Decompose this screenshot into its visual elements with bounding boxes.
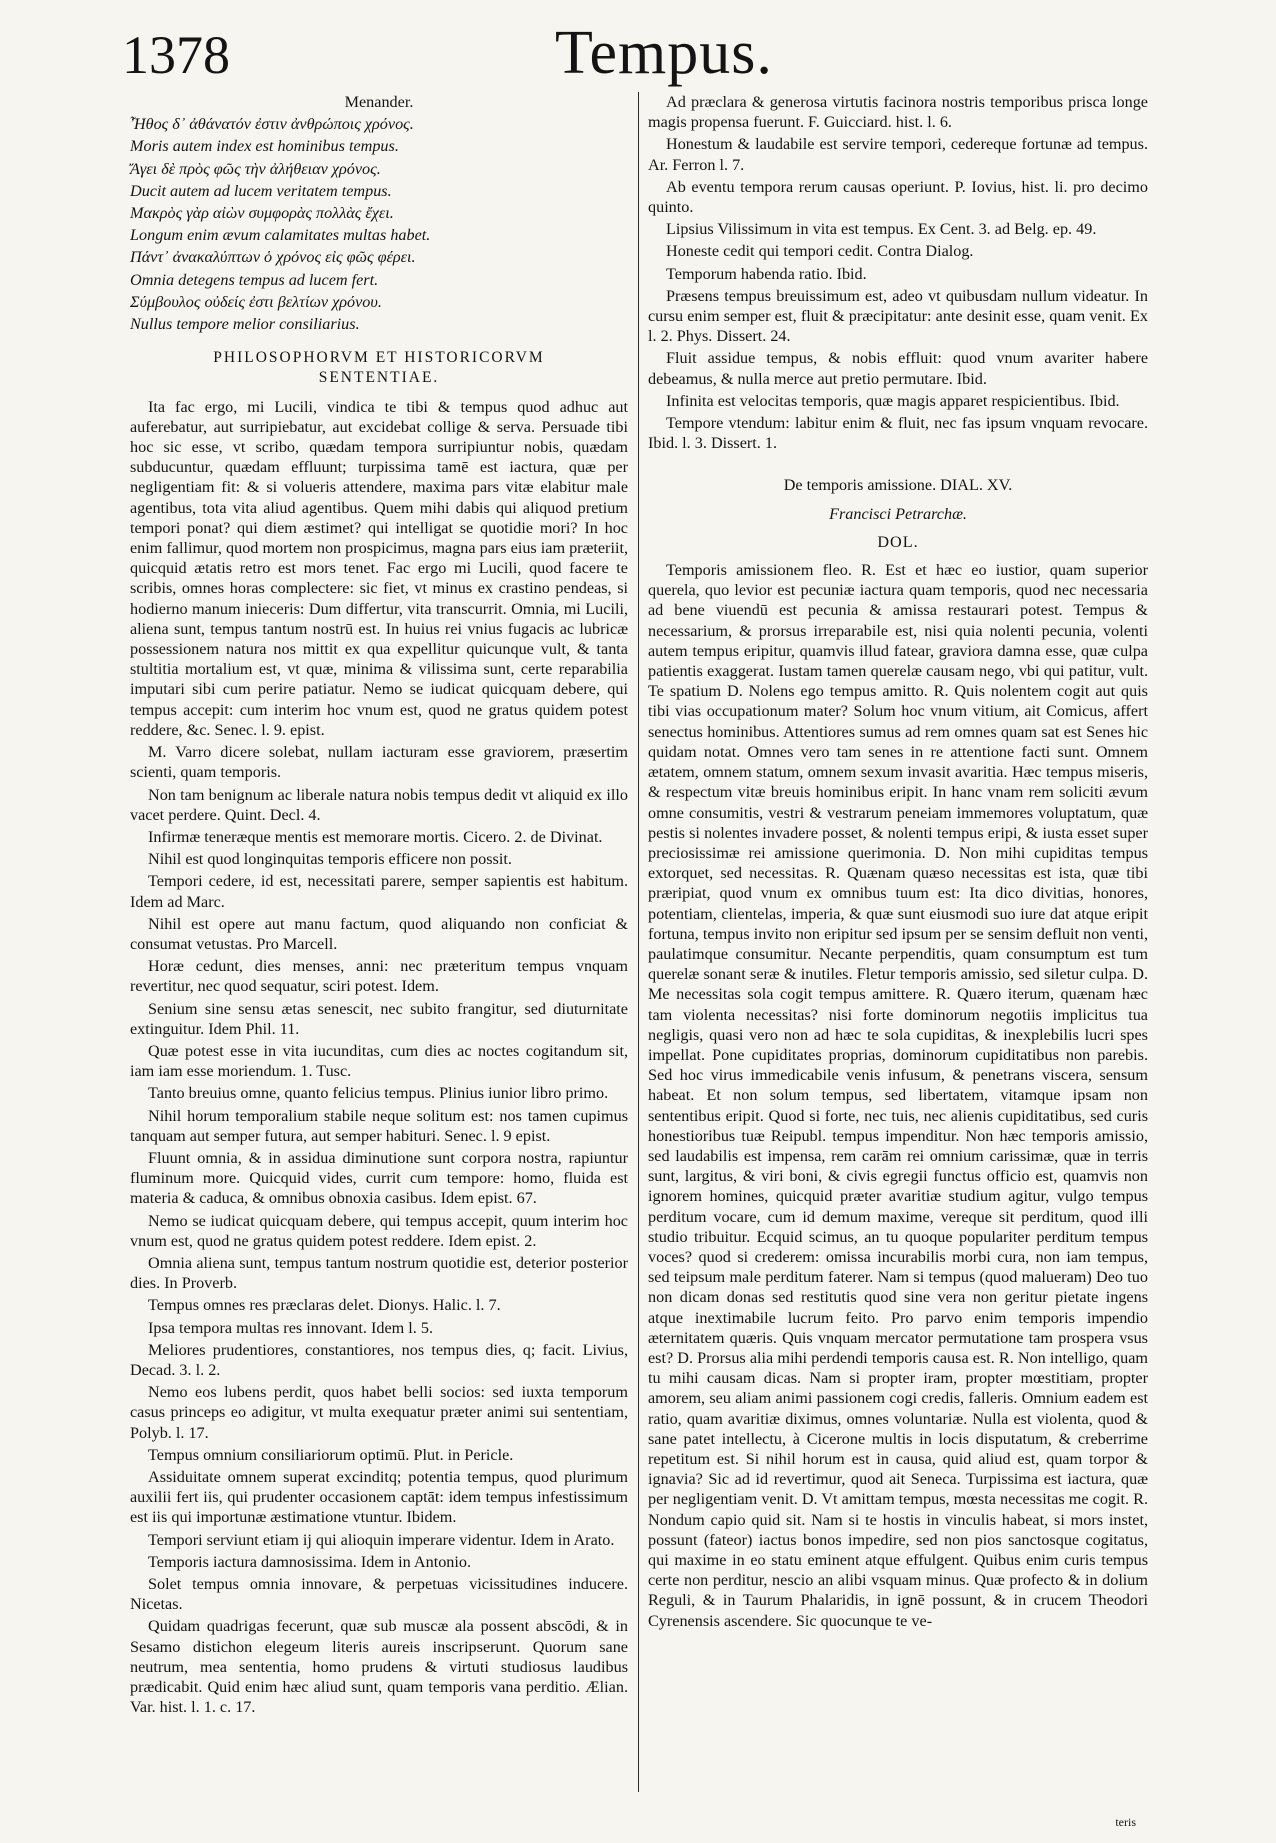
verse-line: Ἄγει δὲ πρὸς φῶς τὴν ἀλήθειαν χρόνος. — [130, 159, 381, 178]
menander-heading: Menander. — [344, 93, 414, 111]
sentence-paragraph: Nihil horum temporalium stabile neque solitum est: nos tamen cupimus tanquam aut semper futura, aut semper habituri. Senec. l. 9 epist. — [130, 1106, 628, 1145]
sentence-paragraph: Tanto breuius omne, quanto felicius tempus. Plinius iunior libro primo. — [148, 1084, 609, 1103]
menander-verses — [130, 114, 628, 334]
sentence-paragraph: Infinita est velocitas temporis, quæ magis apparet respicientibus. Ibid. — [666, 391, 1120, 410]
sentence-paragraph: Non tam benignum ac liberale natura nobis tempus dedit vt aliquid ex illo vacet perdere. Quint. Decl. 4. — [130, 785, 628, 824]
sentence-paragraph: Honeste cedit qui tempori cedit. Contra Dialog. — [666, 242, 974, 261]
section-title-line-2: SENTENTIAE. — [318, 369, 440, 387]
sentence-paragraph: Nemo se iudicat quicquam debere, qui tempus accepit, quum interim hoc vnum est, quod ne gratus quidem potest reddere. Idem epist. 2. — [130, 1211, 628, 1250]
sentence-paragraph: Nihil est opere aut manu factum, quod aliquando non conficiat & consumat vetustas. Pro Marcell. — [130, 914, 628, 953]
verse-line: Moris autem index est hominibus tempus. — [130, 137, 399, 156]
sentence-paragraph: Nihil est quod longinquitas temporis efficere non possit. — [148, 850, 512, 869]
sentence-paragraph: Omnia aliena sunt, tempus tantum nostrum quotidie est, deterior posterior dies. In Proverb. — [130, 1253, 628, 1293]
section-title-line-1: PHILOSOPHORVM ET HISTORICORVM — [213, 349, 545, 367]
catchword: teris — [1115, 1815, 1136, 1829]
sentence-paragraph: M. Varro dicere solebat, nullam iacturam esse graviorem, præsertim scienti, quam temporis. — [130, 743, 628, 782]
dialog-paragraph: Temporis amissionem fleo. R. Est et hæc eo iustior, quam superior querela, quo levior est pecuniæ iactura quam temporis, quod nec necessaria ad bene viuendū est pecunia & amissa restaurari potest. Tempus & necessarium, & prorsus irreparabile est, nisi quia nolenti pecunia, volenti autem tempus eripitur, quamvis illud fatear, graviora damna esse, quæ culpa patientis exaggerat. Iustam tamen querelæ causam nego, vbi qui patitur, vult. Te spatium D. Nolens ego tempus amitto. R. Quis nolentem cogit aut quis tibi vias occupationum mater? Solum hoc vnum vitium, ait Comicus, affert senectus hominibus. Attentiores sumus ad rem omnes quam sat est Senes hic quidam notat. Omnes vero tam senes in re attentione facti sunt. Omnem ætatem, omnem statum, omnem sexum invasit avaritia. Hæc tempus miseris, & respectum vitæ breuis hominibus eripit. In hanc vnam rem soliciti ævum omne consumitis, vestri & vestrarum peneiam immemores voluptatum, quæ pestis si nolentes invadere posset, & nolenti tempus eripi, & iusta esset super preciosissimæ rei amissione querimonia. D. Non mihi cupiditas tempus extorquet, sed necessitas. R. Quænam quæso necessitas est ista, quæ tibi præripiat, quod vnum ex omnibus tuum est: Ita dico divitias, honores, potentiam, clientelas, imperia, & quæ sunt eiusmodi suo iure dat atque eripit fortuna, tempus invito non eripitur sed ipsum per se sensim defluit non venti, paulatimque consumitur. Necante perpenditis, quam consumptum est tum querelæ sonant seræ & inutiles. Fletur temporis amissio, sed siletur culpa. D. Me necessitas sola cogit tempus amittere. R. Quæro iterum, quænam hæc tam violenta necessitas? nisi forte dominorum negotiis implicitus tua negligis, quasi vero non ad hæc te sola cupiditas, & inexplebilis lucri spes impellat. Pone cupiditates proprias, dominorum cupiditatibus non parebis. Sed hoc virus immedicabile venis infusum, & penetrans viscera, sensum habeat. Et non solum tempus, sed libertatem, vitamque ipsam non sententibus eripit. Quod si forte, nec tuis, nec alienis cupiditatibus, sed curis honestioribus tuæ Reipubl. tempus impenditur. Non hæc temporis amissio, sed laudabilis est impensa, rem carām rei omnium carissimæ, quæ in terris sunt, largitus, & viri boni, & civis egregii functus officio est, quamvis non ignorem homines, quicquid præter avaritiæ studium agitur, vulgo tempus perditum vocare, cum id demum maxime, vereque sit perditum, quod illi studio tribuitur. Ecquid scimus, an tu quoque populariter perditum tempus voces? quod si crederem: omissa incurabilis morbi cura, non iam tempus, sed teipsum male perditum faterer. Nam si tempus (quod malueram) Deo tuo non dicam donas sed restitutis quod sine vera non geritur pietate ingens atque inextimabile lucrum feito. Pro parvo enim temporis impendio æternitatem quæris. Quis vnquam mercator permutatione tam prospera vsus est? D. Prorsus alia mihi perdendi temporis causa est. R. Non intelligo, quam tu mihi causam dicas. Nam si propter iram, propter mœstitiam, propter amorem, seu aliam animi passionem cogi credis, falleris. Omnium eadem est ratio, quam avaritiæ diximus, omnes voluntariæ. Nulla est violenta, quod & sane patet intellectu, à Cicerone multis in locis disputatum, & creberrime repetitum est. Si nihil horum est in causa, quid aliud est, quam torpor & ignavia? Sic ad id revertimur, quod ait Seneca. Turpissima est iactura, quæ per negligentiam venit. D. Vt amittam tempus, mœsta necessitas me cogit. R. Nondum capio quid sit. Nam si te hostis in vinculis habeat, si mors instet, possunt (fateor) iactus bonos impedire, sed non pios sanctosque cogitatus, qui maxime in eo statu eminent atque effulgent. Quibus enim curis tempus certe non perditur, nescio an alibi vsquam minus. Quæ profecto & in dolium Reguli, & in Taurum Phalaridis, in ignē possunt, & in crucem Theodori Cyrenensis ascendere. Sic quocunque te ve- — [648, 561, 1148, 1630]
dialog-title: De temporis amissione. DIAL. XV. — [783, 476, 1013, 495]
verse-line: Ducit autem ad lucem veritatem tempus. — [130, 181, 392, 200]
verse-line: Longum enim ævum calamitates multas habet. — [130, 226, 431, 245]
dialog-author: Francisci Petrarchæ. — [829, 504, 967, 523]
sentence-paragraph: Fluit assidue tempus, & nobis effluit: quod vnum avariter habere debeamus, & nulla merce aut pretio permutare. Ibid. — [648, 349, 1148, 388]
sentence-paragraph: Ab eventu tempora rerum causas operiunt. P. Iovius, hist. li. pro decimo quinto. — [648, 177, 1148, 217]
sentence-paragraph: Quæ potest esse in vita iucunditas, cum dies ac noctes cogitandum sit, iam iam esse moriendum. 1. Tusc. — [130, 1041, 628, 1081]
verse-line: Nullus tempore melior consiliarius. — [130, 315, 360, 334]
sentence-paragraph: Præsens tempus breuissimum est, adeo vt quibusdam nullum videatur. In cursu enim semper est, fluit & præcipitatur: ante desinit esse, quam venit. Ex l. 2. Phys. Dissert. 24. — [648, 286, 1148, 346]
section-title — [130, 348, 628, 388]
sentence-paragraph: Senium sine sensu ætas senescit, nec subito frangitur, sed diuturnitate extinguitur. Idem Phil. 11. — [130, 999, 628, 1038]
sentence-paragraph: Tempori cedere, id est, necessitati parere, semper sapientis est habitum. Idem ad Marc. — [130, 872, 628, 911]
page-number: 1378 — [122, 25, 230, 85]
running-head: Tempus. — [555, 19, 773, 87]
sentence-paragraph: Tempus omnes res præclaras delet. Dionys. Halic. l. 7. — [148, 1296, 501, 1315]
right-column — [648, 92, 1148, 1633]
sentence-paragraph: Tempus omnium consiliariorum optimū. Plut. in Pericle. — [148, 1445, 514, 1464]
dialog-speaker: DOL. — [877, 532, 919, 551]
sentence-paragraph: Temporis iactura damnosissima. Idem in Antonio. — [148, 1552, 472, 1571]
sentence-paragraph: Nemo eos lubens perdit, quos habet belli socios: sed iuxta temporum casus princeps eo adigitur, vt multa exequatur præter animi sui sententiam, Polyb. l. 17. — [130, 1383, 628, 1442]
sentence-paragraph: Horæ cedunt, dies menses, anni: nec præteritum tempus vnquam revertitur, nec quod sequatur, sciri potest. Idem. — [130, 957, 628, 996]
sentence-paragraph: Quidam quadrigas fecerunt, quæ sub muscæ ala possent abscōdi, & in Sesamo distichon elegeum literis aureis inscripserunt. Quorum sane neutrum, mea sententia, homo prudens & virtuti studiosus laudibus prædicabit. Quid enim hæc aliud sunt, quam temporis vana perditio. Ælian. Var. hist. l. 1. c. 17. — [130, 1617, 628, 1717]
sentence-paragraph: Ad præclara & generosa virtutis facinora nostris temporibus prisca longe magis propensa fuerunt. F. Guicciard. hist. l. 6. — [648, 93, 1148, 132]
verse-line: Ἦθος δ᾽ ἀθάνατόν ἐστιν ἀνθρώποις χρόνος. — [130, 115, 414, 134]
sentence-paragraph: Temporum habenda ratio. Ibid. — [666, 264, 867, 283]
sentence-paragraph: Fluunt omnia, & in assidua diminutione sunt corpora nostra, rapiuntur fluminum more. Quicquid vides, currit cum tempore: homo, fluida est materia & caduca, & omnibus obnoxia casibus. Idem epist. 67. — [130, 1148, 628, 1208]
sentence-paragraph: Lipsius Vilissimum in vita est tempus. Ex Cent. 3. ad Belg. ep. 49. — [666, 220, 1097, 239]
verse-line: Μακρὸς γὰρ αἰὼν συμφορὰς πολλὰς ἔχει. — [130, 204, 394, 223]
verse-line: Σύμβουλος οὐδείς ἐστι βελτίων χρόνου. — [130, 292, 382, 311]
column-divider — [638, 92, 639, 1792]
sentence-paragraph: Meliores prudentiores, constantiores, nos tempus dies, q; facit. Livius, Decad. 3. l. 2. — [130, 1340, 628, 1379]
left-column — [130, 92, 628, 1719]
sentence-paragraph: Tempore vtendum: labitur enim & fluit, nec fas ipsum vnquam revocare. Ibid. l. 3. Dissert. 1. — [648, 414, 1148, 453]
verse-line: Πάντ᾽ ἀνακαλύπτων ὁ χρόνος εἰς φῶς φέρει. — [130, 248, 416, 267]
sentence-paragraph: Tempori serviunt etiam ij qui alioquin imperare videntur. Idem in Arato. — [148, 1530, 615, 1549]
sentence-paragraph: Ita fac ergo, mi Lucili, vindica te tibi & tempus quod adhuc aut auferebatur, aut surripiebatur, aut excidebat collige & serva. Persuade tibi hoc sic esse, vt scribo, quædam tempora surripiuntur nobis, quædam subducuntur, quædam effluunt; turpissima tamē est iactura, quæ per negligentiam fit: & si volueris attendere, maxima pars vitæ elabitur male agentibus, tota vita aliud agentibus. Quem mihi dabis qui aliquod pretium tempori ponat? qui diem æstimet? qui intelligat se quotidie mori? In hoc enim fallimur, quod mortem non prospicimus, magna pars eius iam præteriit, quicquid ætatis retro est mors tenet. Fac ergo mi Lucili, quod facere te scribis, omnes horas complectere: sic fiet, vt minus ex crastino pendeas, si hodierno manum inieceris: Dum differtur, vita transcurrit. Omnia, mi Lucili, aliena sunt, tempus tantum nostrū est. In huius rei vnius fugacis ac lubricæ possessionem natura nos mittit ex qua expellitur quicunque vult, & tanta stultitia mortalium est, vt quæ, minima & vilissima sunt, certe reparabilia imputari sibi cum perire patiatur. Nemo se iudicat quicquam debere, qui tempus accepit: cum interim hoc vnum est, quod ne gratus quidem potest reddere, &c. Senec. l. 9. epist. — [130, 397, 628, 739]
sentence-paragraph: Solet tempus omnia innovare, & perpetuas vicissitudines inducere. Nicetas. — [130, 1575, 628, 1614]
verse-line: Omnia detegens tempus ad lucem fert. — [130, 270, 379, 289]
sentence-paragraph: Infirmæ teneræque mentis est memorare mortis. Cicero. 2. de Divinat. — [148, 827, 603, 846]
sentence-paragraph: Assiduitate omnem superat excinditq; potentia tempus, quod plurimum auxilii fert iis, qui prudenter occasionem captāt: idem tempus infestissimum est iis qui importunæ æstimatione vtuntur. Ibidem. — [130, 1468, 628, 1527]
sentence-paragraph: Honestum & laudabile est servire tempori, cedereque fortunæ ad tempus. Ar. Ferron l. 7. — [648, 135, 1148, 174]
sentence-paragraph: Ipsa tempora multas res innovant. Idem l. 5. — [148, 1318, 434, 1337]
